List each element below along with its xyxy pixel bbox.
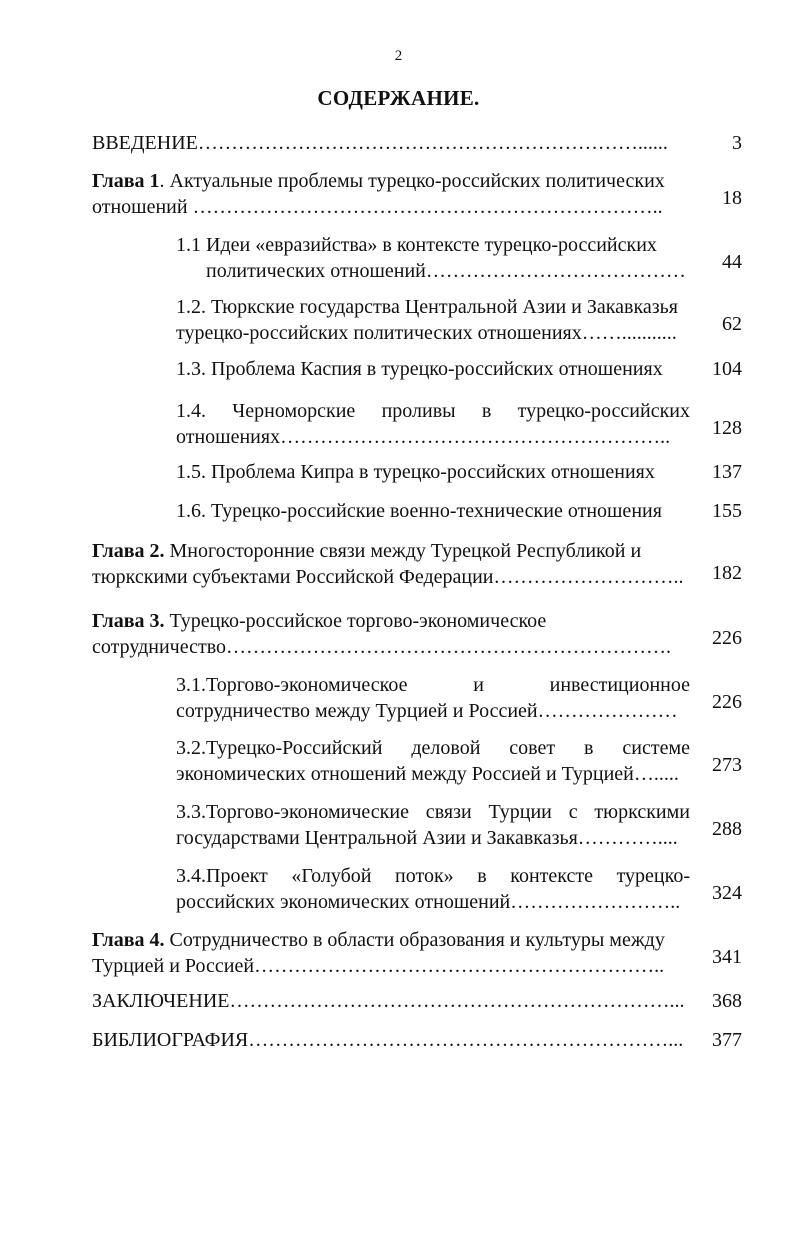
entry-text: 3.2.Турецко-Российский деловой совет в системе — [176, 737, 690, 759]
chapter-label: Глава 4. — [92, 929, 165, 951]
entry-text: Турецко-российское торгово-экономическое — [164, 610, 547, 632]
page-ref: 273 — [712, 754, 742, 776]
entry-text: 1.5. Проблема Кипра в турецко-российских отношениях — [176, 461, 655, 483]
entry-text: 1.6. Турецко-российские военно-технические отношения — [176, 500, 662, 522]
chapter-label: Глава 1 — [92, 170, 160, 192]
page-ref: 226 — [712, 691, 742, 713]
entry-text: 3.3.Торгово-экономические связи Турции с тюркскими — [176, 801, 690, 823]
page-ref: 377 — [712, 1029, 742, 1051]
page-ref: 62 — [722, 313, 742, 335]
entry-text: . Актуальные проблемы турецко-российских политических — [159, 170, 665, 192]
entry-text: Сотрудничество в области образования и культуры между — [164, 929, 665, 951]
entry-text-cont: тюркскими субъектами Российской Федерации……………………….. — [92, 566, 684, 588]
entry-text-cont: политических отношений………………………………… — [206, 260, 686, 282]
entry-text: 3.1.Торгово-экономическое и инвестиционное — [176, 674, 690, 696]
page-ref: 3 — [732, 132, 742, 154]
entry-text: 1.2. Тюркские государства Центральной Азии и Закавказья — [176, 296, 679, 318]
page-ref: 226 — [712, 627, 742, 649]
entry-text-cont: отношениях………………………………………………….. — [176, 426, 671, 448]
entry-text: 1.4. Черноморские проливы в турецко-российских — [176, 400, 690, 422]
entry-text-cont: российских экономических отношений…………………….. — [176, 891, 681, 913]
entry-text: ВВЕДЕНИЕ…………………………………………………………...... — [92, 132, 668, 154]
page-ref: 104 — [712, 358, 742, 380]
page-ref: 128 — [712, 417, 742, 439]
entry-text-cont: Турцией и Россией…………………………………………………….. — [92, 955, 665, 977]
page-ref: 18 — [722, 187, 742, 209]
page-ref: 44 — [722, 251, 742, 273]
page-ref: 137 — [712, 461, 742, 483]
chapter-label: Глава 3. — [92, 610, 165, 632]
page-number: 2 — [394, 48, 403, 64]
entry-text-cont: турецко-российских политических отношениях……........... — [176, 322, 677, 344]
entry-text: ЗАКЛЮЧЕНИЕ…………………………………………………………... — [92, 990, 685, 1012]
entry-text: 3.4.Проект «Голубой поток» в контексте турецко- — [176, 865, 690, 887]
contents-title: СОДЕРЖАНИЕ. — [317, 86, 480, 110]
entry-text-cont: сотрудничество между Турцией и Россией………………… — [176, 700, 678, 722]
page-ref: 368 — [712, 990, 742, 1012]
chapter-label: Глава 2. — [92, 540, 165, 562]
entry-text-cont: экономических отношений между Россией и Турцией…..... — [176, 763, 679, 785]
entry-text: 1.3. Проблема Каспия в турецко-российских отношениях — [176, 358, 663, 380]
entry-text: БИБЛИОГРАФИЯ………………………………………………………... — [92, 1029, 684, 1051]
page-ref: 155 — [712, 500, 742, 522]
page-ref: 182 — [712, 562, 742, 584]
entry-text: Многосторонние связи между Турецкой Республикой и — [164, 540, 642, 562]
entry-text-cont: сотрудничество…………………………………………………………. — [92, 636, 672, 658]
page-ref: 324 — [712, 882, 742, 904]
page-ref: 288 — [712, 818, 742, 840]
entry-text: 1.1 Идеи «евразийства» в контексте турецко-российских — [176, 234, 657, 256]
entry-text-cont: отношений …………………………………………………………….. — [92, 196, 663, 218]
entry-text-cont: государствами Центральной Азии и Закавказья………….... — [176, 827, 678, 849]
page-ref: 341 — [712, 946, 742, 968]
